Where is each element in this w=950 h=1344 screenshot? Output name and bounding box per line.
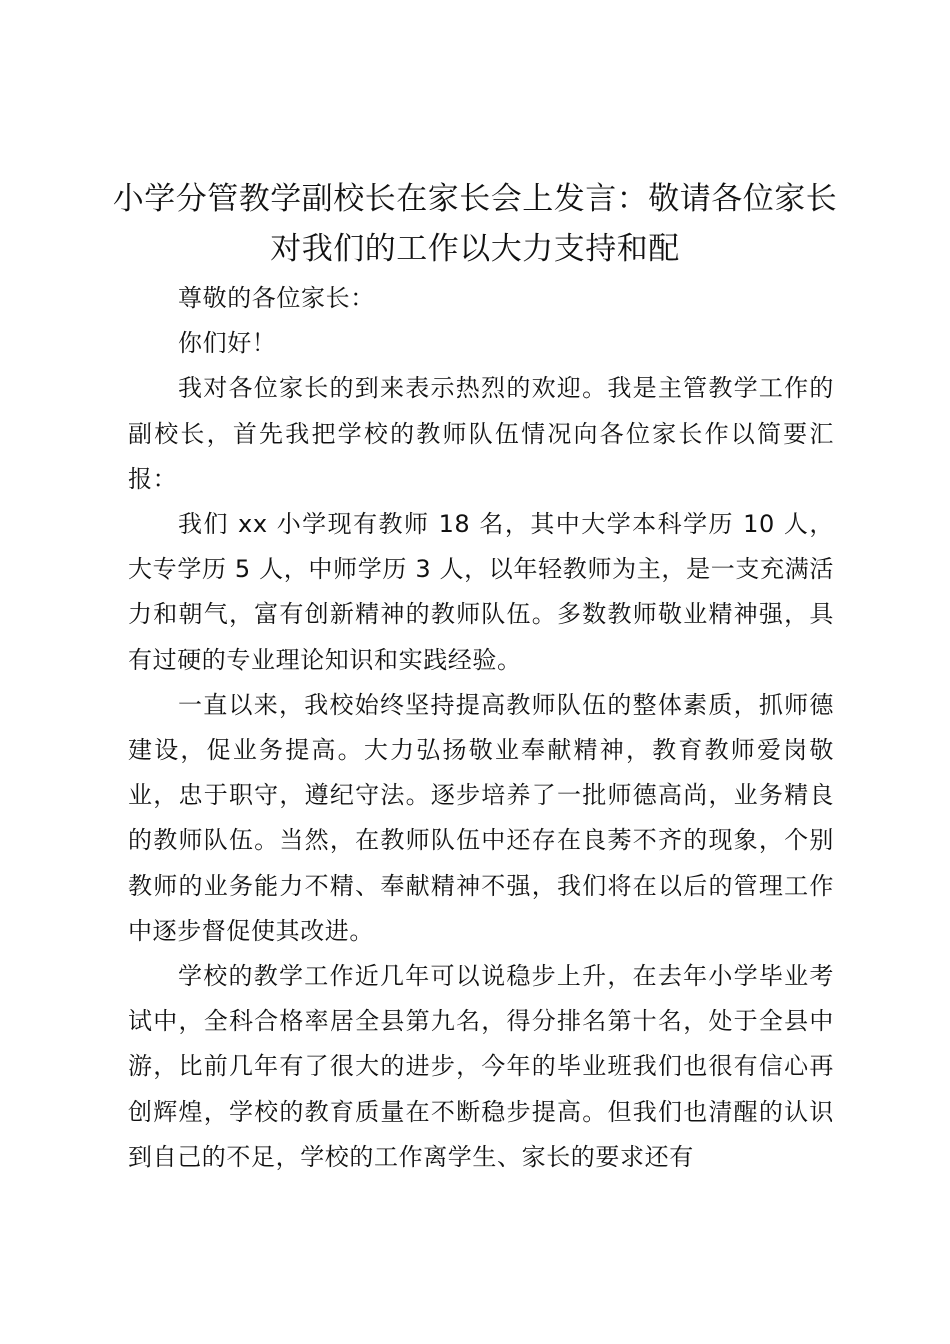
paragraph-introduction: 我对各位家长的到来表示热烈的欢迎。我是主管教学工作的副校长，首先我把学校的教师队伍情况向各位家长作以简要汇报： <box>128 374 834 493</box>
document-body <box>128 276 834 1180</box>
paragraph-teaching-results: 学校的教学工作近几年可以说稳步上升，在去年小学毕业考试中，全科合格率居全县第九名，得分排名第十名，处于全县中游，比前几年有了很大的进步，今年的毕业班我们也很有信心再创辉煌，学校的教育质量在不断稳步提高。但我们也清醒的认识到自己的不足，学校的工作离学生、家长的要求还有 <box>128 962 834 1171</box>
salutation: 尊敬的各位家长： <box>178 284 375 312</box>
paragraph-teacher-staff: 我们 xx 小学现有教师 18 名，其中大学本科学历 10 人，大专学历 5 人，中师学历 3 人，以年轻教师为主，是一支充满活力和朝气，富有创新精神的教师队伍。多数教师敬业精神强，具有过硬的专业理论知识和实践经验。 <box>128 510 834 674</box>
greeting: 你们好！ <box>178 329 277 358</box>
paragraph-teacher-quality: 一直以来，我校始终坚持提高教师队伍的整体素质，抓师德建设，促业务提高。大力弘扬敬业奉献精神，教育教师爱岗敬业，忠于职守，遵纪守法。逐步培养了一批师德高尚，业务精良的教师队伍。当然，在教师队伍中还存在良莠不齐的现象，个别教师的业务能力不精、奉献精神不强，我们将在以后的管理工作中逐步督促使其改进。 <box>128 690 834 945</box>
document-title: 小学分管教学副校长在家长会上发言：敬请各位家长对我们的工作以大力支持和配 <box>112 181 838 267</box>
